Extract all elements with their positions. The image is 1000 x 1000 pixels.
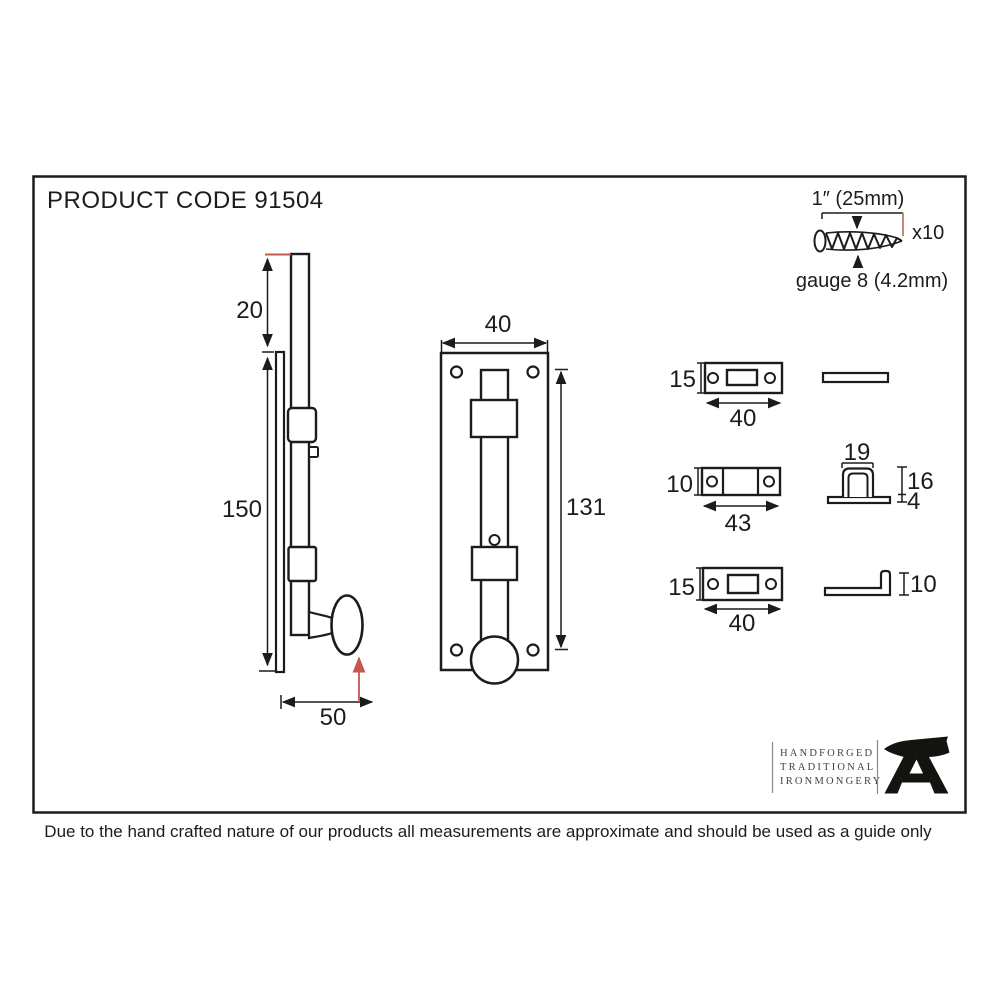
dim-label-15: 15	[669, 366, 696, 393]
keeper-plate	[705, 363, 782, 393]
logo-text-line2: TRADITIONAL	[780, 762, 876, 773]
screw-icon	[815, 231, 903, 252]
guide-block-upper-front	[471, 400, 517, 437]
guide-block-lower-front	[472, 547, 517, 580]
dim-label-10: 10	[666, 471, 693, 498]
front-view	[441, 311, 606, 684]
screw-head	[815, 231, 826, 252]
side-view	[222, 254, 372, 731]
dim-label-19: 19	[843, 439, 871, 466]
angle-bracket-side	[825, 571, 890, 595]
keeper-plate-top	[669, 363, 888, 432]
dim-label-43: 43	[724, 510, 752, 537]
dim-label-50: 50	[319, 704, 347, 731]
knob-front	[471, 637, 518, 684]
knob-side	[332, 596, 363, 655]
anvil-legs	[885, 757, 949, 794]
product-code-label: PRODUCT CODE 91504	[47, 187, 324, 214]
rod-notch	[309, 447, 318, 457]
guide-plate	[702, 468, 780, 495]
guide-plate-middle	[666, 468, 780, 537]
keeper-plate	[703, 568, 782, 600]
keeper-plate-bottom	[668, 568, 936, 637]
staple-keeper	[828, 439, 934, 515]
dim-label-150: 150	[221, 496, 262, 523]
dim-label-40: 40	[728, 610, 756, 637]
brand-logo	[773, 737, 950, 795]
guide-block-upper-side	[288, 408, 316, 442]
screw-detail	[796, 188, 948, 292]
dim-label-4: 4	[907, 488, 921, 515]
screw-qty-label: x10	[912, 222, 945, 244]
logo-text-line1: HANDFORGED	[780, 748, 875, 759]
screw-length-label: 1″ (25mm)	[811, 188, 905, 210]
dim-label-131: 131	[566, 494, 607, 521]
anvil-top	[884, 737, 950, 758]
staple-base	[828, 497, 890, 503]
dim-label-10: 10	[910, 571, 937, 598]
logo-text-line3: IRONMONGERY	[780, 776, 883, 787]
dim-label-40: 40	[484, 311, 512, 338]
dim-label-16: 16	[907, 468, 934, 495]
flat-keeper-side	[823, 373, 888, 382]
guide-block-lower-side	[289, 547, 317, 581]
dim-label-40: 40	[729, 405, 757, 432]
anvil-logo-icon	[884, 737, 950, 794]
screw-gauge-label: gauge 8 (4.2mm)	[795, 270, 949, 292]
knob-neck-side	[309, 612, 332, 638]
dim-label-20: 20	[236, 297, 263, 324]
dim-label-15: 15	[668, 574, 695, 601]
disclaimer-text: Due to the hand crafted nature of our products all measurements are approximate and should be used as a guide only	[44, 822, 932, 841]
backplate-side	[276, 352, 284, 672]
